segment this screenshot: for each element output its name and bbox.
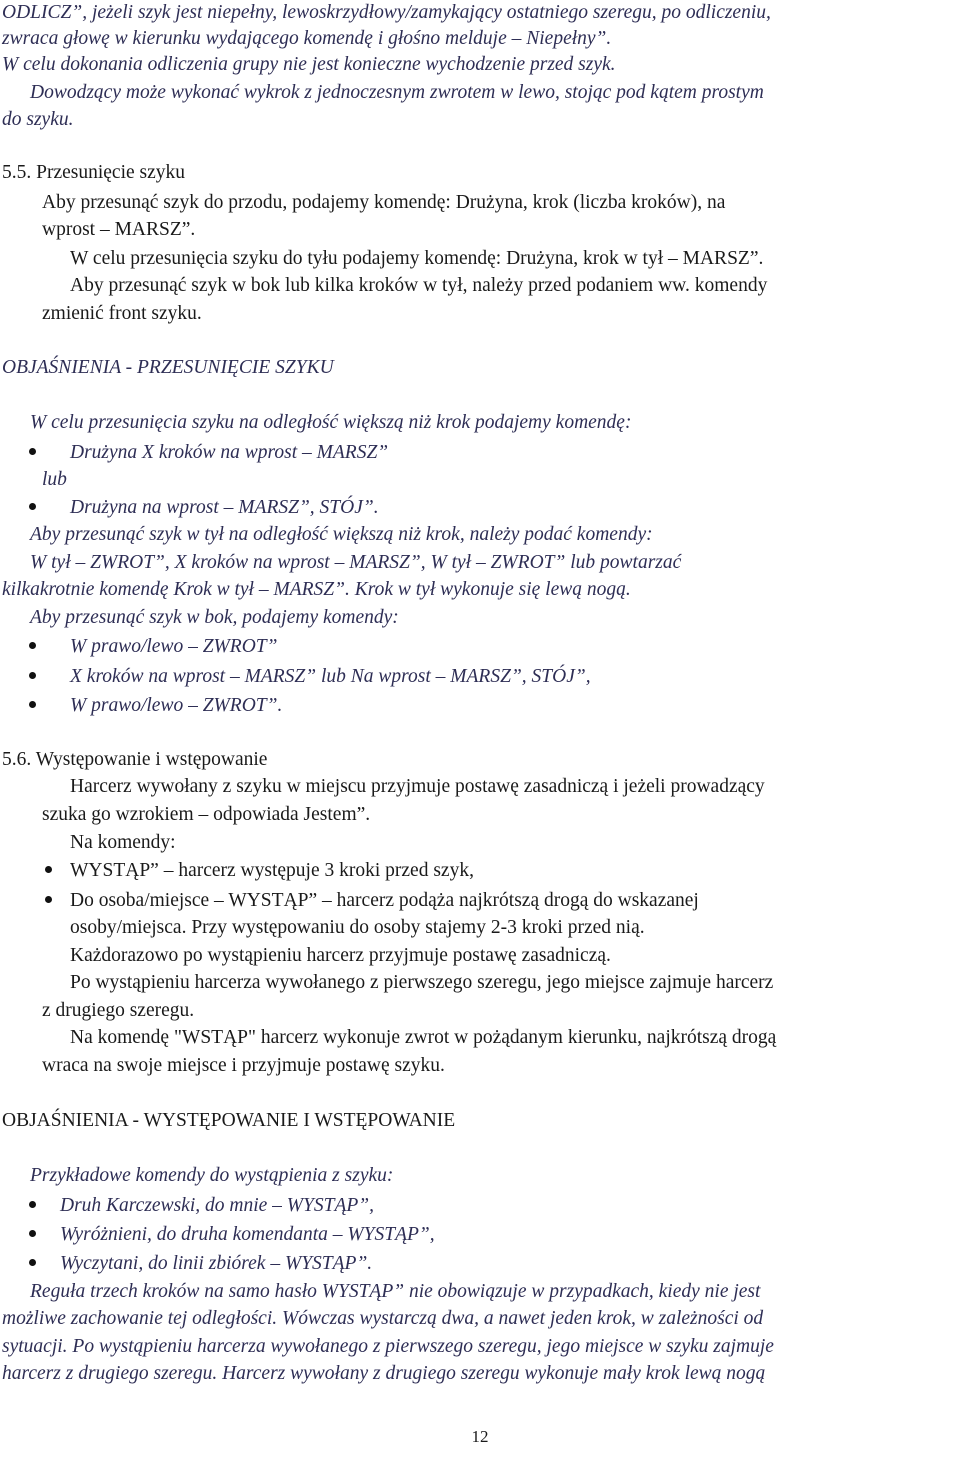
section-heading-5-6: 5.6. Występowanie i wstępowanie [2,749,268,770]
paragraph-line: Każdorazowo po wystąpieniu harcerz przyjmuje postawę zasadniczą. [70,945,611,966]
intro-line: do szyku. [2,109,74,130]
explanation-line: W celu przesunięcia szyku na odległość większą niż krok podajemy komendę: [30,412,632,433]
paragraph-line: wprost – MARSZ”. [42,219,196,240]
paragraph-line: Po wystąpieniu harcerza wywołanego z pierwszego szeregu, jego miejsce zajmuje harcerz [70,972,774,993]
explanation-line: harcerz z drugiego szeregu. Harcerz wywołany z drugiego szeregu wykonuje mały krok lewą nogą [2,1363,766,1384]
bullet-icon [45,866,52,873]
bullet-item: Druh Karczewski, do mnie – WYSTĄP”, [60,1195,374,1216]
bullet-icon [29,448,36,455]
explanation-line: W tył – ZWROT”, X kroków na wprost – MARSZ”, W tył – ZWROT” lub powtarzać [30,552,682,573]
bullet-item: Drużyna na wprost – MARSZ”, STÓJ”. [70,497,379,518]
paragraph-line: Aby przesunąć szyk w bok lub kilka kroków w tył, należy przed podaniem ww. komendy [70,275,768,296]
paragraph-line: wraca na swoje miejsce i przyjmuje postawę szyku. [42,1055,445,1076]
paragraph-line: W celu przesunięcia szyku do tyłu podajemy komendę: Drużyna, krok w tył – MARSZ”. [70,248,764,269]
bullet-icon [29,1259,36,1266]
paragraph-line: Harcerz wywołany z szyku w miejscu przyjmuje postawę zasadniczą i jeżeli prowadzący [70,776,765,797]
page-number: 12 [471,1427,489,1446]
bullet-item: X kroków na wprost – MARSZ” lub Na wprost – MARSZ”, STÓJ”, [70,666,591,687]
explanation-heading: OBJAŚNIENIA - PRZESUNIĘCIE SZYKU [2,357,334,378]
bullet-item: Do osoba/miejsce – WYSTĄP” – harcerz podąża najkrótszą drogą do wskazanej [70,890,699,911]
bullet-item-continuation: osoby/miejsca. Przy występowaniu do osoby stajemy 2-3 kroki przed nią. [70,917,645,938]
paragraph-line: zmienić front szyku. [42,303,202,324]
intro-line: ODLICZ”, jeżeli szyk jest niepełny, lewoskrzydłowy/zamykający ostatniego szeregu, po odliczeniu, [2,2,771,23]
bullet-item: Drużyna X kroków na wprost – MARSZ” [70,442,389,463]
explanation-line: lub [42,469,67,490]
explanation-line: sytuacji. Po wystąpieniu harcerza wywołanego z pierwszego szeregu, jego miejsce w szyku zajmuje [2,1336,774,1357]
paragraph-line: z drugiego szeregu. [42,1000,195,1021]
explanation-line: Aby przesunąć szyk w tył na odległość większą niż krok, należy podać komendy: [30,524,653,545]
intro-line: zwraca głowę w kierunku wydającego komendę i głośno melduje – Niepełny”. [2,28,612,49]
bullet-icon [45,896,52,903]
bullet-item: Wyróżnieni, do druha komendanta – WYSTĄP”, [60,1224,435,1245]
bullet-icon [29,503,36,510]
explanation-line: Reguła trzech kroków na samo hasło WYSTĄP” nie obowiązuje w przypadkach, kiedy nie jest [30,1281,761,1302]
explanation-line: Aby przesunąć szyk w bok, podajemy komendy: [30,607,399,628]
bullet-icon [29,642,36,649]
intro-line: W celu dokonania odliczenia grupy nie jest konieczne wychodzenie przed szyk. [2,54,616,75]
bullet-icon [29,672,36,679]
explanation-heading: OBJAŚNIENIA - WYSTĘPOWANIE I WSTĘPOWANIE [2,1110,456,1131]
explanation-line: kilkakrotnie komendę Krok w tył – MARSZ”. Krok w tył wykonuje się lewą nogą. [2,579,631,600]
paragraph-line: Na komendę "WSTĄP" harcerz wykonuje zwrot w pożądanym kierunku, najkrótszą drogą [70,1027,777,1048]
bullet-item: W prawo/lewo – ZWROT”. [70,695,283,716]
bullet-item: WYSTĄP” – harcerz występuje 3 kroki przed szyk, [70,860,474,881]
bullet-icon [29,1201,36,1208]
explanation-line: możliwe zachowanie tej odległości. Wówczas wystarczą dwa, a nawet jeden krok, w zależności od [2,1308,764,1329]
bullet-item: Wyczytani, do linii zbiórek – WYSTĄP”. [60,1253,373,1274]
paragraph-line: Na komendy: [70,832,176,853]
bullet-item: W prawo/lewo – ZWROT” [70,636,278,657]
section-heading-5-5: 5.5. Przesunięcie szyku [2,162,186,183]
explanation-line: Przykładowe komendy do wystąpienia z szyku: [30,1165,394,1186]
paragraph-line: Aby przesunąć szyk do przodu, podajemy komendę: Drużyna, krok (liczba kroków), na [42,192,726,213]
bullet-icon [29,701,36,708]
paragraph-line: szuka go wzrokiem – odpowiada Jestem”. [42,804,371,825]
bullet-icon [29,1230,36,1237]
intro-line: Dowodzący może wykonać wykrok z jednoczesnym zwrotem w lewo, stojąc pod kątem prostym [30,82,764,103]
